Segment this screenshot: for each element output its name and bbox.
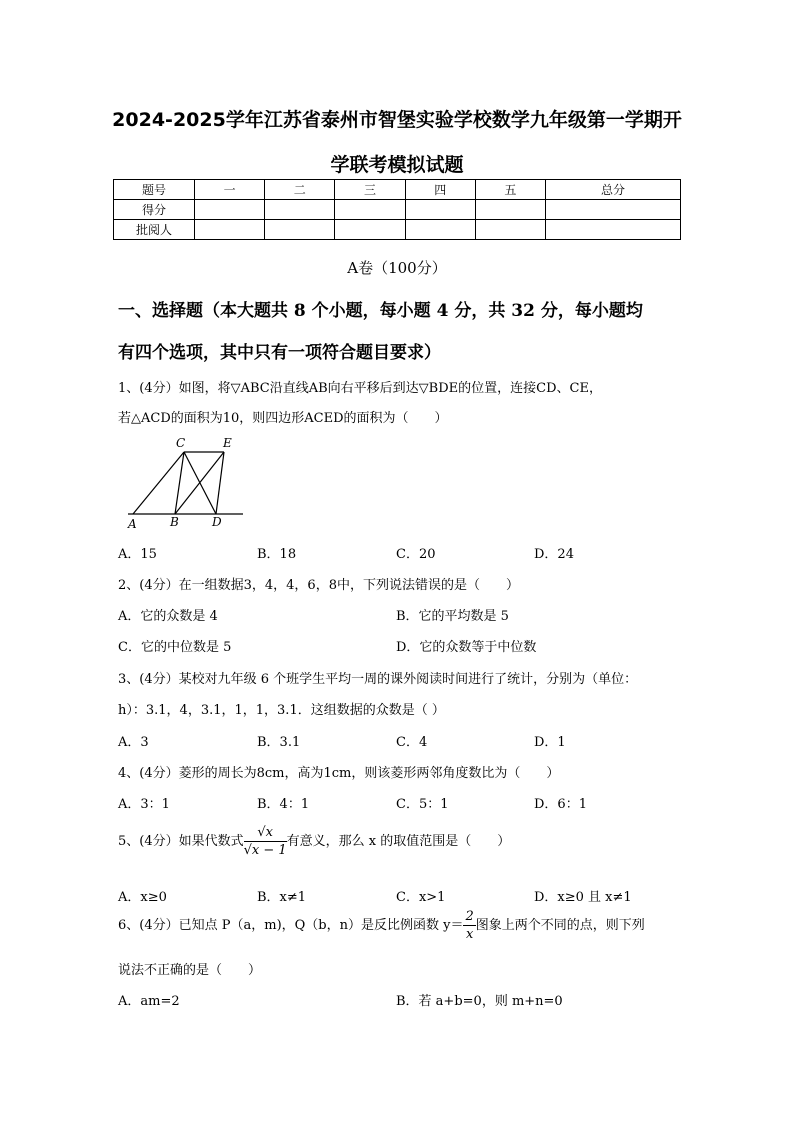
score-cell[interactable] [265,200,335,220]
score-row-label: 得分 [114,200,195,220]
score-header-cell: 五 [475,180,545,200]
fraction-numerator: 2 [465,909,474,924]
fraction-denominator: x [465,927,474,942]
question-5-option-c[interactable]: C．x>1 [396,890,446,905]
title-line-1: 2024-2025学年江苏省泰州市智堡实验学校数学九年级第一学期开 [112,109,682,131]
question-3-option-c[interactable]: C．4 [396,735,428,750]
score-cell[interactable] [195,200,265,220]
reviewer-cell[interactable] [195,220,265,240]
question-6-option-b[interactable]: B．若 a+b=0，则 m+n=0 [396,994,563,1009]
score-header-cell: 三 [335,180,405,200]
question-6-stem [118,910,645,941]
fraction-denominator: √x − 1 [243,843,287,858]
reviewer-cell[interactable] [475,220,545,240]
label-b: B [170,515,179,529]
question-5-suffix: 有意义，那么 x 的取值范围是（ ） [286,834,511,849]
question-6-option-a[interactable]: A．am=2 [118,994,180,1009]
question-2-option-d[interactable]: D．它的众数等于中位数 [396,640,537,655]
question-5-stem [118,826,510,857]
score-header-cell: 四 [405,180,475,200]
label-a: A [128,517,137,531]
question-2-option-b[interactable]: B．它的平均数是 5 [396,609,509,624]
question-6-prefix: 6、(4分）已知点 P（a，m)，Q（b，n）是反比例函数 y＝ [118,918,464,933]
question-1-option-d[interactable]: D．24 [534,547,574,562]
title-line-2: 学联考模拟试题 [330,154,464,176]
question-3-option-d[interactable]: D．1 [534,735,566,750]
question-5-fraction [244,826,287,857]
question-6-suffix: 图象上两个不同的点，则下列 [475,918,645,933]
score-row [114,200,681,220]
reviewer-cell[interactable] [405,220,475,240]
question-1-option-b[interactable]: B．18 [257,547,297,562]
question-2-option-a[interactable]: A．它的众数是 4 [118,609,218,624]
question-1-option-a[interactable]: A．15 [118,547,157,562]
score-cell[interactable] [546,200,681,220]
label-e: E [223,436,232,450]
score-cell[interactable] [405,200,475,220]
question-3-line-1: 3、(4分）某校对九年级 6 个班学生平均一周的课外阅读时间进行了统计，分别为（单位： [118,672,638,687]
score-table [113,179,681,240]
score-header-cell: 一 [195,180,265,200]
question-4-option-a[interactable]: A．3：1 [118,797,170,812]
score-header-cell: 总分 [546,180,681,200]
question-6-fraction [463,910,475,941]
label-c: C [176,436,186,450]
question-4-stem: 4、(4分）菱形的周长为8cm，高为1cm，则该菱形两邻角度数比为（ ） [118,766,560,781]
label-d: D [212,515,222,529]
score-header-cell: 题号 [114,180,195,200]
question-3-option-b[interactable]: B．3.1 [257,735,301,750]
score-cell[interactable] [335,200,405,220]
question-1-figure [118,432,248,532]
question-6-line-2: 说法不正确的是（ ） [118,963,262,978]
volume-heading: A卷（100分） [347,259,447,277]
question-3-option-a[interactable]: A．3 [118,735,149,750]
question-4-option-c[interactable]: C．5：1 [396,797,449,812]
question-3-line-2: h）：3.1，4，3.1，1，1，3.1．这组数据的众数是（ ） [118,703,445,718]
score-header-cell: 二 [265,180,335,200]
reviewer-cell[interactable] [546,220,681,240]
question-5-prefix: 5、(4分）如果代数式 [118,834,244,849]
question-5-option-d[interactable]: D．x≥0 且 x≠1 [534,890,632,905]
question-1-option-c[interactable]: C．20 [396,547,436,562]
question-4-option-b[interactable]: B．4：1 [257,797,310,812]
segment-cd [184,452,216,514]
reviewer-cell[interactable] [335,220,405,240]
fraction-numerator: √x [244,826,287,842]
question-1-line-2: 若△ACD的面积为10，则四边形ACED的面积为（ ） [118,411,448,426]
score-table-header-row [114,180,681,200]
section-heading-line-1: 一、选择题（本大题共 8 个小题，每小题 4 分，共 32 分，每小题均 [118,301,643,321]
reviewer-cell[interactable] [265,220,335,240]
score-cell[interactable] [475,200,545,220]
question-5-option-b[interactable]: B．x≠1 [257,890,307,905]
reviewer-row-label: 批阅人 [114,220,195,240]
question-2-option-c[interactable]: C．它的中位数是 5 [118,640,232,655]
question-1-line-1: 1、(4分）如图，将▽ABC沿直线AB向右平移后到达▽BDE的位置，连接CD、CE， [118,381,602,396]
question-5-option-a[interactable]: A．x≥0 [118,890,167,905]
section-heading-line-2: 有四个选项，其中只有一项符合题目要求） [118,343,441,363]
question-2-stem: 2、(4分）在一组数据3，4，4，6，8中，下列说法错误的是（ ） [118,578,519,593]
reviewer-row [114,220,681,240]
question-4-option-d[interactable]: D．6：1 [534,797,587,812]
